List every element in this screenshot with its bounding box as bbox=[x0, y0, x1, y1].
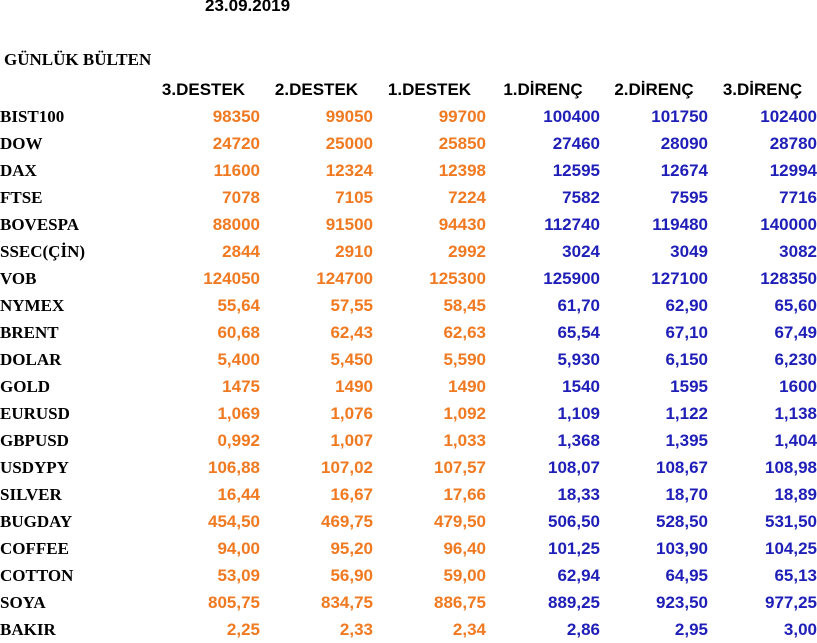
resistance-1-value: 100400 bbox=[543, 106, 600, 126]
resistance-3-value: 108,98 bbox=[765, 457, 817, 477]
instrument-name: USDYPY bbox=[0, 457, 69, 477]
resistance-1-value: 3024 bbox=[562, 241, 600, 261]
resistance-1-value: 112740 bbox=[544, 214, 600, 234]
support-3-value: 94,00 bbox=[217, 538, 260, 558]
resistance-1-value: 101,25 bbox=[548, 538, 600, 558]
support-1-value: 25850 bbox=[438, 133, 486, 153]
instrument-name: VOB bbox=[0, 268, 37, 288]
support-2-value: 12324 bbox=[325, 160, 373, 180]
resistance-2-value: 67,10 bbox=[665, 322, 708, 342]
support-3-value: 124050 bbox=[203, 268, 260, 288]
table-row bbox=[0, 481, 817, 508]
support-1-value: 12398 bbox=[438, 160, 486, 180]
instrument-name: BRENT bbox=[0, 322, 59, 342]
resistance-3-value: 67,49 bbox=[774, 322, 817, 342]
resistance-2-value: 6,150 bbox=[665, 349, 708, 369]
resistance-2-value: 101750 bbox=[651, 106, 708, 126]
instrument-name: GBPUSD bbox=[0, 430, 69, 450]
support-1-value: 2,34 bbox=[452, 619, 486, 639]
support-1-value: 5,590 bbox=[443, 349, 486, 369]
resistance-3-value: 7716 bbox=[779, 187, 817, 207]
instrument-name: SILVER bbox=[0, 484, 62, 504]
support-1-value: 96,40 bbox=[443, 538, 486, 558]
support-1-value: 58,45 bbox=[443, 295, 486, 315]
support-3-value: 7078 bbox=[222, 187, 260, 207]
support-2-value: 5,450 bbox=[330, 349, 373, 369]
resistance-2-value: 18,70 bbox=[665, 484, 708, 504]
support-1-value: 107,57 bbox=[434, 457, 486, 477]
support-3-value: 2844 bbox=[222, 241, 260, 261]
support-2-value: 25000 bbox=[325, 133, 373, 153]
resistance-1-value: 108,07 bbox=[548, 457, 600, 477]
header-support-3: 3.DESTEK bbox=[161, 79, 246, 99]
resistance-2-value: 62,90 bbox=[665, 295, 708, 315]
instrument-name: BUGDAY bbox=[0, 511, 73, 531]
instrument-name: NYMEX bbox=[0, 295, 65, 315]
resistance-2-value: 1,122 bbox=[665, 403, 708, 423]
resistance-2-value: 528,50 bbox=[656, 511, 708, 531]
resistance-2-value: 103,90 bbox=[656, 538, 708, 558]
resistance-2-value: 1595 bbox=[670, 376, 708, 396]
support-1-value: 99700 bbox=[438, 106, 486, 126]
resistance-1-value: 27460 bbox=[552, 133, 600, 153]
support-3-value: 5,400 bbox=[217, 349, 260, 369]
resistance-2-value: 2,95 bbox=[674, 619, 708, 639]
resistance-1-value: 7582 bbox=[562, 187, 600, 207]
support-3-value: 16,44 bbox=[217, 484, 260, 504]
support-1-value: 1490 bbox=[448, 376, 486, 396]
support-1-value: 1,092 bbox=[443, 403, 486, 423]
support-2-value: 16,67 bbox=[330, 484, 373, 504]
support-1-value: 886,75 bbox=[434, 592, 486, 612]
resistance-2-value: 1,395 bbox=[665, 430, 708, 450]
table-row bbox=[0, 211, 817, 238]
support-3-value: 24720 bbox=[212, 133, 260, 153]
support-3-value: 0,992 bbox=[217, 430, 260, 450]
support-3-value: 88000 bbox=[212, 214, 260, 234]
support-2-value: 91500 bbox=[325, 214, 373, 234]
instrument-name: BOVESPA bbox=[0, 214, 80, 234]
resistance-3-value: 12994 bbox=[769, 160, 817, 180]
support-1-value: 17,66 bbox=[443, 484, 486, 504]
support-3-value: 106,88 bbox=[208, 457, 260, 477]
support-3-value: 454,50 bbox=[208, 511, 260, 531]
instrument-name: COTTON bbox=[0, 565, 74, 585]
resistance-1-value: 506,50 bbox=[548, 511, 600, 531]
header-resistance-2: 2.DİRENÇ bbox=[614, 79, 694, 99]
support-2-value: 469,75 bbox=[321, 511, 373, 531]
resistance-3-value: 102400 bbox=[760, 106, 817, 126]
table-row bbox=[0, 400, 817, 427]
table-body bbox=[0, 103, 817, 643]
support-3-value: 53,09 bbox=[217, 565, 260, 585]
table-row bbox=[0, 157, 817, 184]
resistance-3-value: 3,00 bbox=[783, 619, 817, 639]
resistance-3-value: 977,25 bbox=[765, 592, 817, 612]
resistance-2-value: 127100 bbox=[651, 268, 708, 288]
table-row bbox=[0, 589, 817, 616]
table-row bbox=[0, 130, 817, 157]
resistance-1-value: 889,25 bbox=[548, 592, 600, 612]
resistance-2-value: 108,67 bbox=[656, 457, 708, 477]
support-2-value: 834,75 bbox=[321, 592, 373, 612]
resistance-3-value: 65,60 bbox=[774, 295, 817, 315]
resistance-2-value: 28090 bbox=[660, 133, 708, 153]
table-row bbox=[0, 427, 817, 454]
table-row bbox=[0, 454, 817, 481]
table-row bbox=[0, 319, 817, 346]
support-2-value: 99050 bbox=[325, 106, 373, 126]
table-row bbox=[0, 562, 817, 589]
support-1-value: 62,63 bbox=[443, 322, 486, 342]
resistance-3-value: 1,138 bbox=[774, 403, 817, 423]
table-row bbox=[0, 508, 817, 535]
support-3-value: 98350 bbox=[212, 106, 260, 126]
header-resistance-1: 1.DİRENÇ bbox=[503, 79, 583, 99]
support-1-value: 1,033 bbox=[443, 430, 486, 450]
table-row bbox=[0, 103, 817, 130]
resistance-2-value: 119480 bbox=[652, 214, 708, 234]
resistance-1-value: 61,70 bbox=[557, 295, 600, 315]
support-2-value: 1,007 bbox=[330, 430, 373, 450]
support-2-value: 1490 bbox=[335, 376, 373, 396]
support-resistance-table bbox=[0, 76, 817, 643]
support-2-value: 56,90 bbox=[330, 565, 373, 585]
resistance-3-value: 104,25 bbox=[765, 538, 817, 558]
instrument-name: BAKIR bbox=[0, 619, 56, 639]
resistance-1-value: 62,94 bbox=[557, 565, 600, 585]
table-row bbox=[0, 373, 817, 400]
resistance-2-value: 12674 bbox=[660, 160, 708, 180]
support-3-value: 55,64 bbox=[217, 295, 260, 315]
header-instrument bbox=[0, 76, 147, 103]
resistance-1-value: 2,86 bbox=[566, 619, 600, 639]
resistance-1-value: 1540 bbox=[562, 376, 600, 396]
resistance-3-value: 65,13 bbox=[774, 565, 817, 585]
instrument-name: EURUSD bbox=[0, 403, 70, 423]
resistance-1-value: 65,54 bbox=[557, 322, 600, 342]
resistance-3-value: 140000 bbox=[760, 214, 817, 234]
support-2-value: 107,02 bbox=[321, 457, 373, 477]
table-row bbox=[0, 292, 817, 319]
table-row bbox=[0, 265, 817, 292]
support-1-value: 94430 bbox=[438, 214, 486, 234]
resistance-3-value: 1,404 bbox=[774, 430, 817, 450]
support-2-value: 1,076 bbox=[330, 403, 373, 423]
resistance-3-value: 28780 bbox=[769, 133, 817, 153]
table-row bbox=[0, 535, 817, 562]
instrument-name: BIST100 bbox=[0, 106, 65, 126]
resistance-1-value: 1,368 bbox=[557, 430, 600, 450]
instrument-name: SOYA bbox=[0, 592, 46, 612]
resistance-3-value: 18,89 bbox=[774, 484, 817, 504]
support-1-value: 479,50 bbox=[434, 511, 486, 531]
instrument-name: SSEC(ÇİN) bbox=[0, 241, 86, 261]
support-3-value: 60,68 bbox=[217, 322, 260, 342]
support-3-value: 805,75 bbox=[208, 592, 260, 612]
table-row bbox=[0, 616, 817, 643]
support-1-value: 2992 bbox=[448, 241, 486, 261]
header-support-1: 1.DESTEK bbox=[387, 79, 472, 99]
support-1-value: 125300 bbox=[429, 268, 486, 288]
resistance-1-value: 1,109 bbox=[557, 403, 600, 423]
instrument-name: FTSE bbox=[0, 187, 43, 207]
header-resistance-3: 3.DİRENÇ bbox=[722, 79, 803, 99]
support-2-value: 57,55 bbox=[330, 295, 373, 315]
resistance-2-value: 7595 bbox=[670, 187, 708, 207]
resistance-3-value: 1600 bbox=[779, 376, 817, 396]
bulletin-date: 23.09.2019 bbox=[205, 0, 291, 15]
table-row bbox=[0, 238, 817, 265]
support-3-value: 1475 bbox=[222, 376, 260, 396]
table-row bbox=[0, 346, 817, 373]
resistance-1-value: 12595 bbox=[552, 160, 600, 180]
support-1-value: 59,00 bbox=[443, 565, 486, 585]
support-2-value: 7105 bbox=[335, 187, 373, 207]
support-3-value: 2,25 bbox=[226, 619, 260, 639]
resistance-2-value: 923,50 bbox=[656, 592, 708, 612]
resistance-3-value: 531,50 bbox=[765, 511, 817, 531]
support-2-value: 62,43 bbox=[330, 322, 373, 342]
table-header-row bbox=[0, 76, 817, 103]
support-3-value: 11600 bbox=[213, 160, 260, 180]
support-3-value: 1,069 bbox=[217, 403, 260, 423]
header-support-2: 2.DESTEK bbox=[274, 79, 359, 99]
instrument-name: GOLD bbox=[0, 376, 51, 396]
resistance-3-value: 3082 bbox=[779, 241, 817, 261]
resistance-2-value: 64,95 bbox=[665, 565, 708, 585]
resistance-3-value: 128350 bbox=[760, 268, 817, 288]
bulletin-title: GÜNLÜK BÜLTEN bbox=[4, 50, 152, 69]
support-2-value: 124700 bbox=[316, 268, 373, 288]
resistance-1-value: 125900 bbox=[543, 268, 600, 288]
resistance-3-value: 6,230 bbox=[774, 349, 817, 369]
support-1-value: 7224 bbox=[448, 187, 486, 207]
resistance-1-value: 18,33 bbox=[557, 484, 600, 504]
resistance-1-value: 5,930 bbox=[557, 349, 600, 369]
support-2-value: 2910 bbox=[335, 241, 373, 261]
instrument-name: DOLAR bbox=[0, 349, 62, 369]
instrument-name: DOW bbox=[0, 133, 43, 153]
instrument-name: COFFEE bbox=[0, 538, 69, 558]
support-2-value: 95,20 bbox=[330, 538, 373, 558]
table-row bbox=[0, 184, 817, 211]
support-2-value: 2,33 bbox=[339, 619, 373, 639]
resistance-2-value: 3049 bbox=[670, 241, 708, 261]
instrument-name: DAX bbox=[0, 160, 37, 180]
